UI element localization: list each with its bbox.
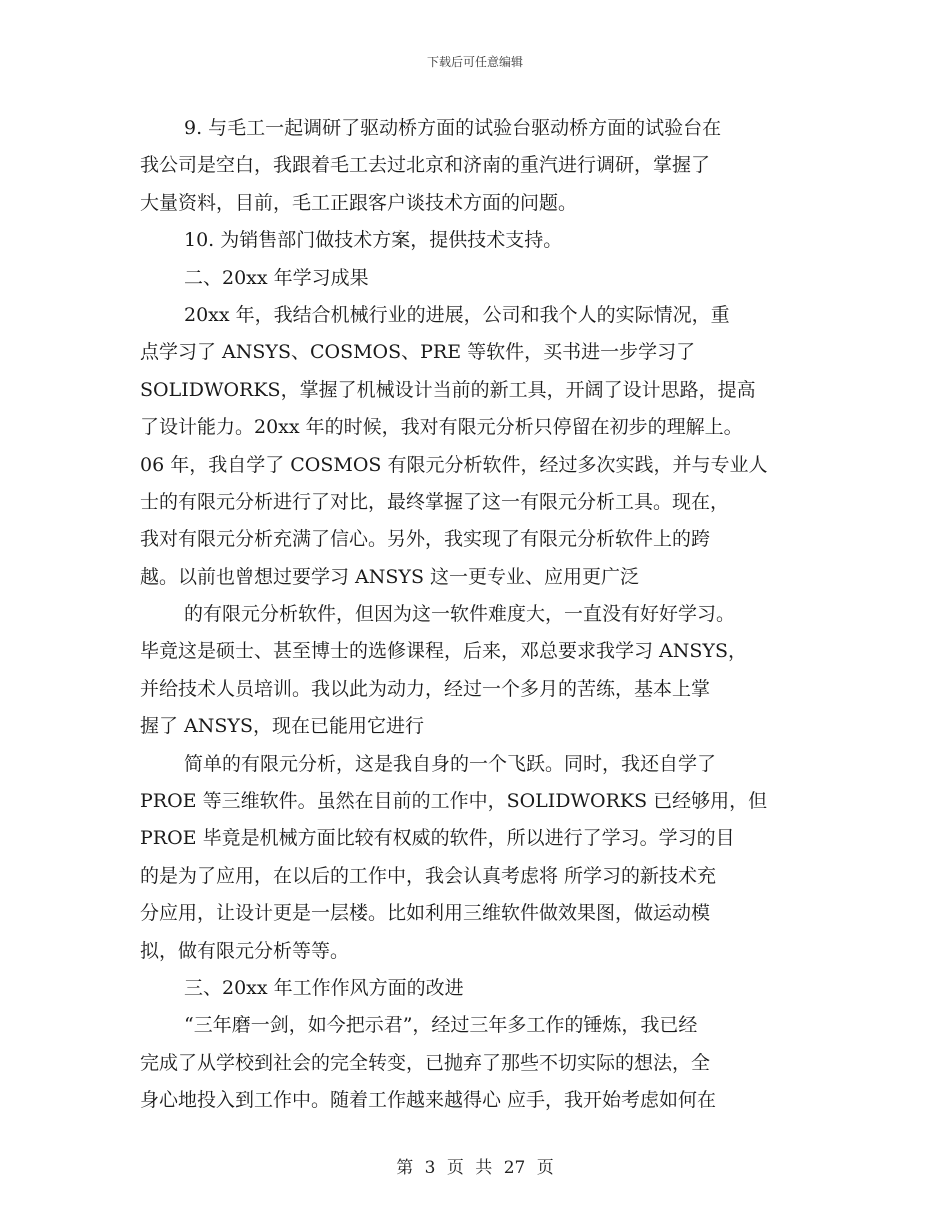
text-line: 士的有限元分析进行了对比，最终掌握了这一有限元分析工具。现在， [140, 490, 730, 513]
text-line: 06 年，我自学了 COSMOS 有限元分析软件，经过多次实践，并与专业人 [140, 453, 768, 476]
text-line: 分应用，让设计更是一层楼。比如利用三维软件做效果图，做运动模 [140, 902, 711, 925]
text-line: 我对有限元分析充满了信心。另外，我实现了有限元分析软件上的跨 [140, 528, 711, 551]
text-line: 20xx 年，我结合机械行业的进展，公司和我个人的实际情况，重 [184, 303, 730, 326]
text-line: 的是为了应用，在以后的工作中，我会认真考虑将 所学习的新技术充 [140, 864, 717, 887]
text-line: 拟，做有限元分析等等。 [140, 939, 350, 962]
document-body [140, 110, 820, 1120]
page-header-note: 下载后可任意编辑 [426, 55, 523, 69]
text-line: 毕竟这是硕士、甚至博士的选修课程，后来，邓总要求我学习 ANSYS， [140, 640, 747, 663]
text-line: 我公司是空白，我跟着毛工去过北京和济南的重汽进行调研，掌握了 [140, 154, 711, 177]
page-number: 第 3 页 共 27 页 [396, 1158, 554, 1178]
text-line: 简单的有限元分析，这是我自身的一个飞跃。同时，我还自学了 [184, 752, 717, 775]
text-line: “三年磨一剑，如今把示君”，经过三年多工作的锤炼，我已经 [184, 1014, 698, 1037]
text-line: 越。以前也曾想过要学习 ANSYS 这一更专业、应用更广泛 [140, 565, 640, 588]
text-line: 10. 为销售部门做技术方案，提供技术支持。 [184, 229, 563, 252]
text-line: 了设计能力。20xx 年的时候，我对有限元分析只停留在初步的理解上。 [140, 416, 743, 439]
text-line: SOLIDWORKS，掌握了机械设计当前的新工具，开阔了设计思路，提高 [140, 378, 756, 401]
text-line: 的有限元分析软件，但因为这一软件难度大，一直没有好好学习。 [184, 603, 736, 626]
text-line: 三、20xx 年工作作风方面的改进 [184, 976, 464, 999]
text-line: 并给技术人员培训。我以此为动力，经过一个多月的苦练，基本上掌 [140, 677, 711, 700]
text-line: PROE 毕竟是机械方面比较有权威的软件，所以进行了学习。学习的目 [140, 827, 735, 850]
text-line: 完成了从学校到社会的完全转变，已抛弃了那些不切实际的想法，全 [140, 1051, 711, 1074]
text-line: 大量资料，目前，毛工正跟客户谈技术方面的问题。 [140, 191, 578, 214]
text-line: 握了 ANSYS，现在已能用它进行 [140, 715, 424, 738]
text-line: PROE 等三维软件。虽然在目前的工作中，SOLIDWORKS 已经够用，但 [140, 790, 768, 813]
text-line: 点学习了 ANSYS、COSMOS、PRE 等软件，买书进一步学习了 [140, 341, 696, 364]
text-line: 身心地投入到工作中。随着工作越来越得心 应手，我开始考虑如何在 [140, 1089, 717, 1112]
text-line: 9. 与毛工一起调研了驱动桥方面的试验台驱动桥方面的试验台在 [184, 117, 722, 139]
text-line: 二、20xx 年学习成果 [184, 266, 369, 289]
